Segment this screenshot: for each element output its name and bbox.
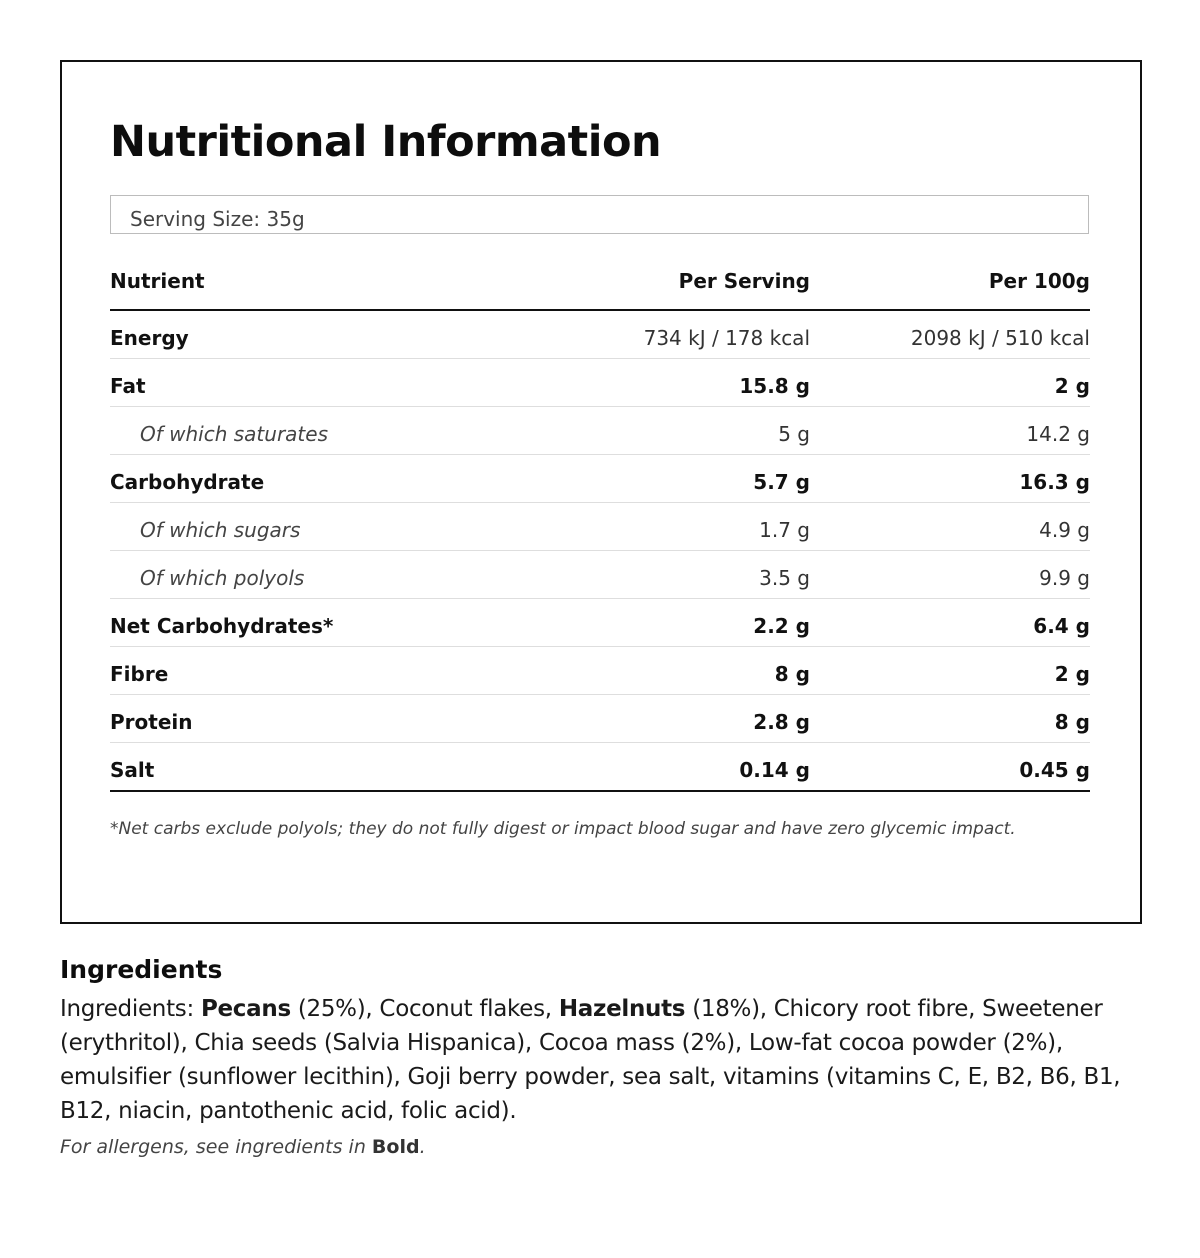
nutrient-name: Salt	[110, 758, 155, 782]
table-row-carbohydrate	[110, 455, 1090, 503]
per-100g-value: 2098 kJ / 510 kcal	[910, 326, 1090, 350]
per-100g-value: 2 g	[1054, 662, 1090, 686]
table-row-salt	[110, 743, 1090, 792]
per-serving-value: 2.8 g	[753, 710, 810, 734]
nutrient-name: Of which sugars	[140, 518, 301, 542]
ingredients-list	[60, 992, 1140, 1128]
per-serving-value: 5.7 g	[753, 470, 810, 494]
table-row-fat	[110, 359, 1090, 407]
table-row-sugars	[110, 503, 1090, 551]
allergen-note-bold: Bold	[371, 1136, 420, 1158]
per-serving-value: 15.8 g	[739, 374, 810, 398]
per-100g-value: 2 g	[1054, 374, 1090, 398]
table-row-net-carbohydrates	[110, 599, 1090, 647]
column-header-per-serving: Per Serving	[678, 269, 810, 293]
ingredients-heading: Ingredients	[60, 955, 223, 984]
nutrient-name: Carbohydrate	[110, 470, 265, 494]
nutrient-name: Net Carbohydrates*	[110, 614, 334, 638]
nutrient-name: Fat	[110, 374, 146, 398]
per-100g-value: 6.4 g	[1033, 614, 1090, 638]
serving-size-box: Serving Size: 35g	[110, 195, 1089, 234]
table-row-fibre	[110, 647, 1090, 695]
per-100g-value: 4.9 g	[1039, 518, 1090, 542]
table-row-protein	[110, 695, 1090, 743]
allergen-note	[60, 1133, 426, 1161]
allergen-hazelnuts: Hazelnuts	[558, 996, 686, 1022]
allergen-pecans: Pecans	[200, 996, 291, 1022]
nutrient-name: Fibre	[110, 662, 169, 686]
per-serving-value: 3.5 g	[759, 566, 810, 590]
net-carbs-footnote: *Net carbs exclude polyols; they do not fully digest or impact blood sugar and have zero glycemic impact.	[110, 819, 1016, 839]
ingredients-text-2: (18%), Chicory root fibre, Sweetener (erythritol), Chia seeds (Salvia Hispanica), Cocoa mass (2%), Low-fat cocoa powder (2%), emulsifier (sunflower lecithin), Goji berry powder, sea salt, vitamins (vitamins C, E, B2, B6, B1, B12, niacin, pantothenic acid, folic acid).	[60, 996, 1121, 1124]
per-serving-value: 8 g	[774, 662, 810, 686]
table-header	[110, 252, 1090, 311]
per-serving-value: 0.14 g	[739, 758, 810, 782]
per-serving-value: 2.2 g	[753, 614, 810, 638]
table-row-energy	[110, 311, 1090, 359]
allergen-note-prefix: For allergens, see ingredients in	[60, 1136, 372, 1158]
nutrition-table	[110, 252, 1090, 792]
per-serving-value: 734 kJ / 178 kcal	[643, 326, 810, 350]
column-header-nutrient: Nutrient	[110, 269, 205, 293]
per-100g-value: 0.45 g	[1019, 758, 1090, 782]
nutrition-panel	[60, 60, 1142, 924]
ingredients-prefix: Ingredients:	[60, 996, 201, 1022]
table-row-saturates	[110, 407, 1090, 455]
page-title: Nutritional Information	[110, 117, 662, 167]
per-100g-value: 8 g	[1054, 710, 1090, 734]
nutrient-name: Of which saturates	[140, 422, 328, 446]
table-row-polyols	[110, 551, 1090, 599]
nutrient-name: Energy	[110, 326, 189, 350]
per-100g-value: 14.2 g	[1026, 422, 1090, 446]
per-serving-value: 1.7 g	[759, 518, 810, 542]
per-serving-value: 5 g	[778, 422, 810, 446]
column-header-per-100g: Per 100g	[988, 269, 1090, 293]
nutrient-name: Protein	[110, 710, 193, 734]
per-100g-value: 16.3 g	[1019, 470, 1090, 494]
allergen-note-suffix: .	[419, 1136, 426, 1158]
per-100g-value: 9.9 g	[1039, 566, 1090, 590]
ingredients-text-1: (25%), Coconut flakes,	[290, 996, 559, 1022]
nutrient-name: Of which polyols	[140, 566, 305, 590]
